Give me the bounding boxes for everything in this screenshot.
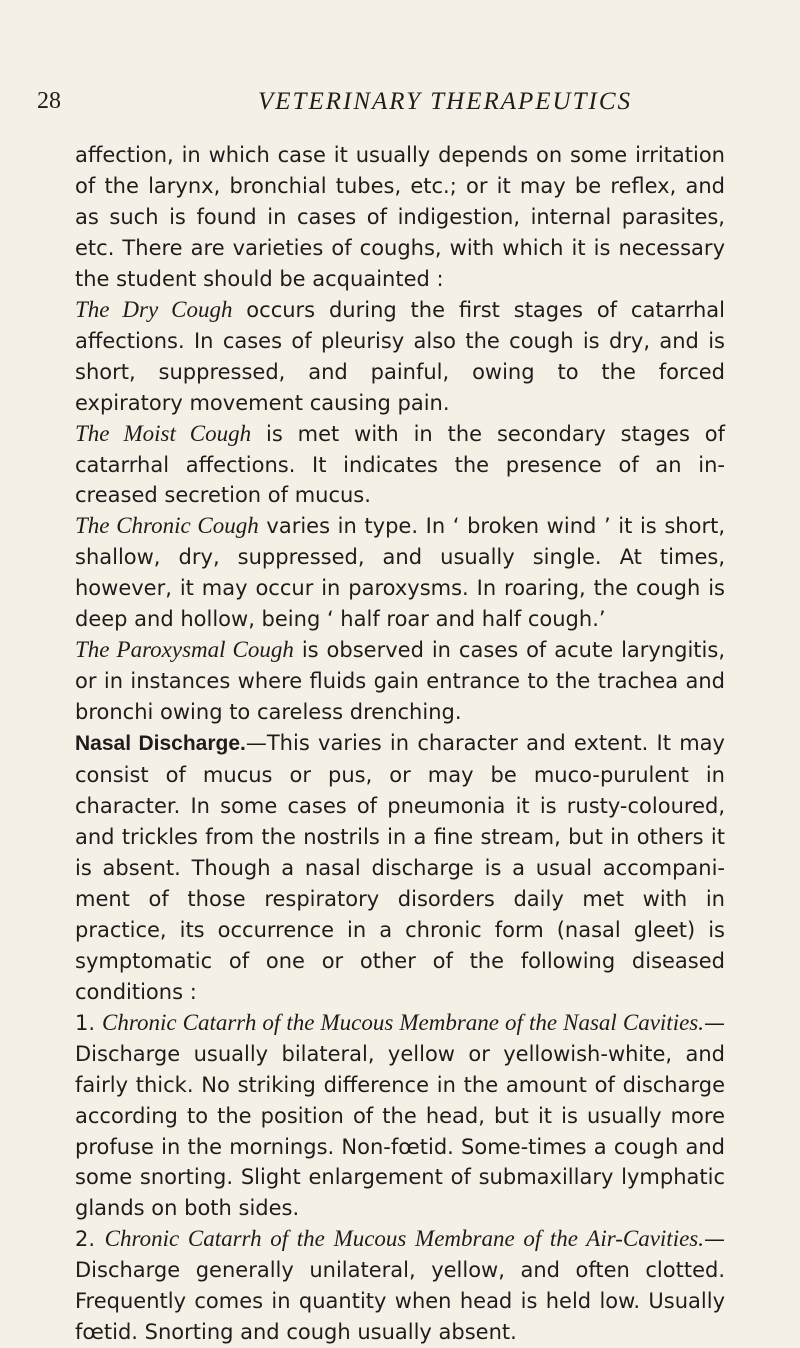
paragraph-text: —This varies in character and extent. It may consist of mucus or pus, or may be muco-purulent in character. In some cases of pneumonia it is rusty-coloured, and trickles from the nostrils in a fine stream, but in others it is absent. Though a nasal discharge is a usual accompani-ment of those respiratory disorders daily met with in practice, its occurrence in a chronic form (nasal gleet) is symptomatic of one or other of the following diseased conditions : bbox=[75, 731, 725, 1004]
paragraph-text: is observed in cases of acute laryngitis, or in instances where fluids gain entrance to the trachea and bronchi owing to careless drenching. bbox=[75, 638, 725, 725]
term-nasal-catarrh: Chronic Catarrh of the Mucous Membrane of the Nasal Cavities. bbox=[102, 1009, 704, 1035]
item-number: 1. bbox=[75, 1010, 103, 1035]
paragraph-text: occurs during the first stages of catarrhal affections. In cases of pleurisy also the cough is dry, and is short, suppressed, and painful, owing to the forced expiratory movement causing pain. bbox=[75, 297, 725, 415]
paragraph-item-1 bbox=[75, 1008, 725, 1225]
paragraph-text: is met with in the secondary stages of catarrhal affections. It indicates the presence of an in-creased secretion of mucus. bbox=[75, 421, 726, 508]
paragraph-intro bbox=[75, 140, 725, 295]
term-paroxysmal-cough: The Paroxysmal Cough bbox=[75, 637, 294, 663]
paragraph-text: —Discharge generally unilateral, yellow, and often clotted. Frequently comes in quantity when head is held low. Usually fœtid. Snorting and cough usually absent. bbox=[75, 1227, 725, 1345]
page-number: 28 bbox=[37, 88, 61, 114]
paragraph-nasal-discharge bbox=[75, 728, 725, 1008]
paragraph-text: affection, in which case it usually depends on some irritation of the larynx, bronchial tubes, etc.; or it may be reflex, and as such is found in cases of indigestion, internal parasites, etc. There are varieties of coughs, with which it is necessary the student should be acquainted : bbox=[75, 143, 725, 291]
paragraph-item-2 bbox=[75, 1224, 725, 1348]
item-number: 2. bbox=[75, 1227, 105, 1252]
paragraph-text: —Discharge usually bilateral, yellow or yellowish-white, and fairly thick. No striking difference in the amount of discharge according to the position of the head, but it is usually more profuse in the mornings. Non-fœtid. Some-times a cough and some snorting. Slight enlargement of submaxillary lymphatic glands on both sides. bbox=[75, 1010, 725, 1221]
body-text bbox=[75, 140, 725, 1348]
term-dry-cough: The Dry Cough bbox=[75, 296, 233, 322]
heading-nasal-discharge: Nasal Discharge. bbox=[75, 732, 246, 756]
paragraph-text: varies in type. In ‘ broken wind ’ it is short, shallow, dry, suppressed, and usually single. At times, however, it may occur in paroxysms. In roaring, the cough is deep and hollow, being ‘ half roar and half cough.’ bbox=[75, 514, 725, 632]
paragraph-moist-cough bbox=[75, 419, 725, 512]
term-moist-cough: The Moist Cough bbox=[75, 420, 252, 446]
paragraph-paroxysmal-cough bbox=[75, 635, 725, 728]
running-head bbox=[37, 88, 737, 122]
term-air-cavity-catarrh: Chronic Catarrh of the Mucous Membrane of the Air-Cavities. bbox=[104, 1226, 704, 1252]
paragraph-chronic-cough bbox=[75, 511, 725, 635]
paragraph-dry-cough bbox=[75, 295, 725, 419]
running-title: VETERINARY THERAPEUTICS bbox=[258, 88, 633, 115]
term-chronic-cough: The Chronic Cough bbox=[75, 513, 259, 539]
